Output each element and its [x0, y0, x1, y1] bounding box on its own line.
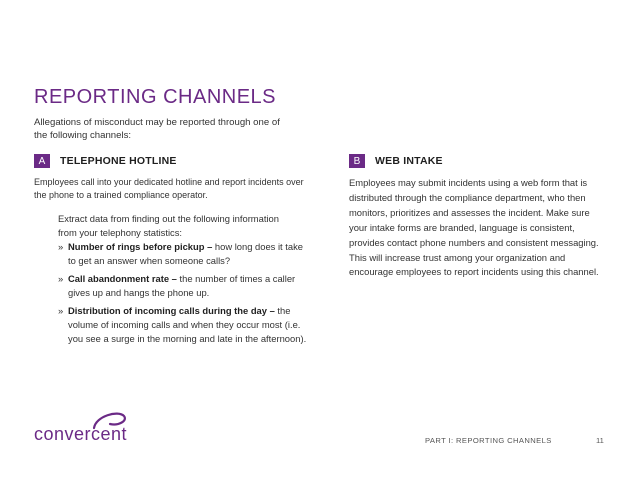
bullet-mark: »	[58, 305, 64, 316]
list-item	[58, 240, 308, 268]
logo-wordmark: convercent	[34, 424, 128, 444]
bullet-heading: Number of rings before pickup –	[68, 241, 213, 252]
section-a-badge: A	[34, 154, 50, 168]
section-b-badge: B	[349, 154, 365, 168]
footer-section-label: PART I: REPORTING CHANNELS	[425, 436, 552, 445]
bullet-text: how long does it take to get an answer when someone calls?	[68, 241, 303, 266]
bullet-heading: Call abandonment rate –	[68, 273, 177, 284]
bullet-text: the volume of incoming calls and when they occur most (i.e. you see a surge in the morning and late in the afternoon).	[68, 305, 307, 344]
section-b-label: WEB INTAKE	[375, 155, 443, 167]
section-a-heading	[34, 154, 177, 168]
section-a-label: TELEPHONE HOTLINE	[60, 155, 177, 167]
section-a-extract: Extract data from finding out the following information from your telephony statistics:	[58, 213, 279, 238]
list-item	[58, 304, 308, 346]
bullet-mark: »	[58, 273, 64, 284]
bullet-heading: Distribution of incoming calls during the day –	[68, 305, 275, 316]
section-a-bullet-list	[58, 240, 308, 350]
section-b-heading	[349, 154, 443, 168]
list-item	[58, 272, 308, 300]
intro-text: Allegations of misconduct may be reported through one of the following channels:	[34, 117, 280, 141]
bullet-mark: »	[58, 241, 64, 252]
section-b-body: Employees may submit incidents using a web form that is distributed through the compliance department, who then monitors, prioritizes and assesses the incident. Make sure your intake forms are branded, language is consistent, provides contact phone numbers and consistent messaging. This will increase trust among your organization and encourage employees to report incidents using this channel.	[349, 177, 599, 278]
brand-logo	[34, 410, 144, 444]
page-title: REPORTING CHANNELS	[34, 86, 277, 108]
page-number: 11	[596, 436, 604, 445]
section-a-body: Employees call into your dedicated hotline and report incidents over the phone to a trained compliance operator.	[34, 177, 304, 200]
bullet-text: the number of times a caller gives up and hangs the phone up.	[68, 273, 296, 298]
